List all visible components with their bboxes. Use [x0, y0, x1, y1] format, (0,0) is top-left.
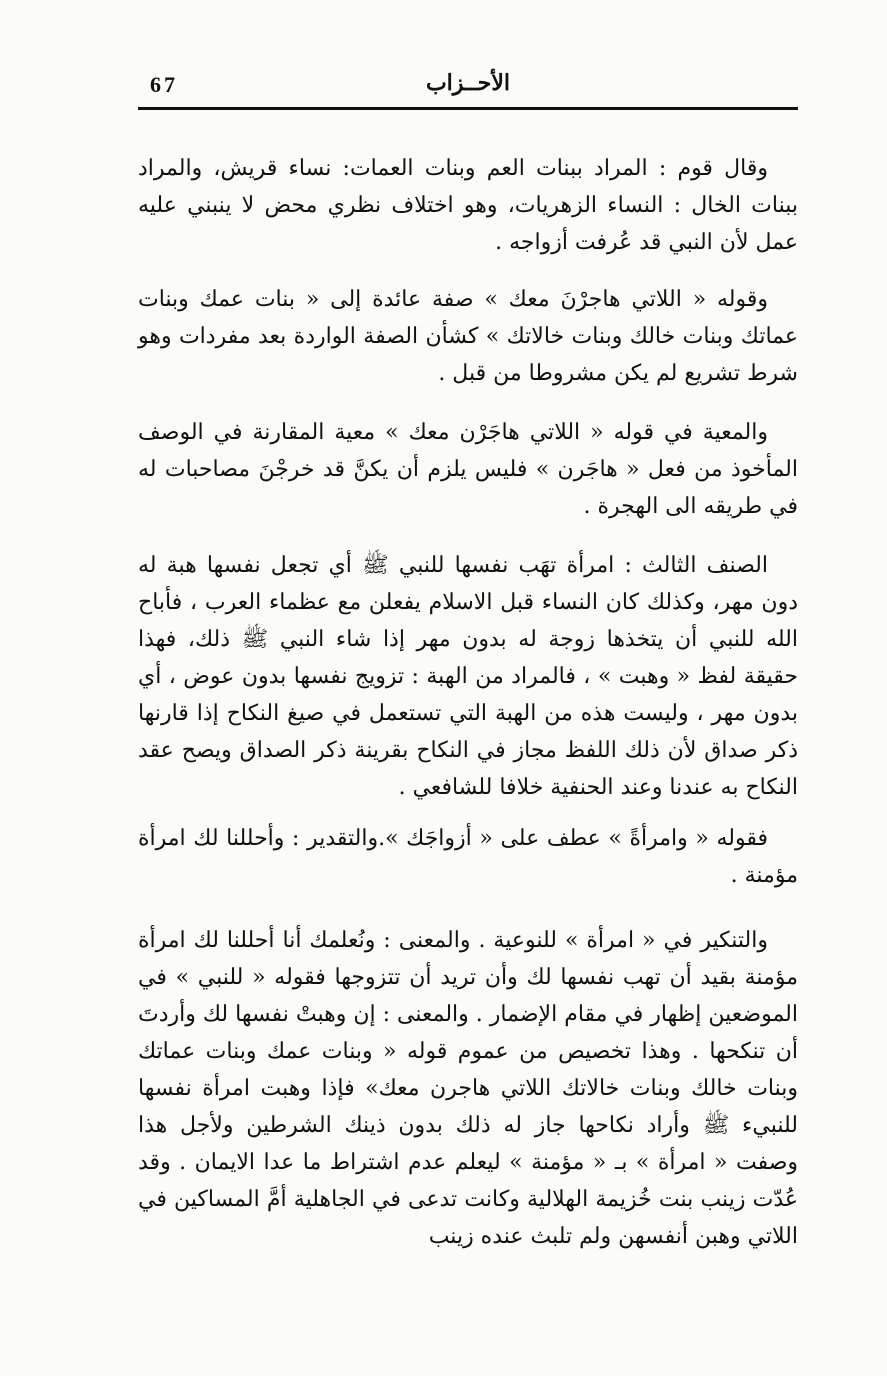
paragraph: والمعية في قوله « اللاتي هاجَرْن معك » معية المقارنة في الوصف المأخوذ من فعل « هاجَرن » فليس يلزم أن يكنَّ قد خرجْنَ مصاحبات له في طريقه الى الهجرة . — [138, 420, 798, 519]
paragraph: وقوله « اللاتي هاجرْنَ معك » صفة عائدة إلى « بنات عمك وبنات عماتك وبنات خالك وبنات خالاتك » كشأن الصفة الواردة بعد مفردات وهو شرط تشريع لم يكن مشروطا من قبل . — [138, 287, 798, 386]
paragraph: وقال قوم : المراد ببنات العم وبنات العمات: نساء قريش، والمراد ببنات الخال : النساء الزهريات، وهو اختلاف نظري محض لا ينبني عليه عمل لأن النبي قد عُرفت أزواجه . — [138, 156, 798, 255]
page-body — [138, 150, 798, 1255]
paragraph: الصنف الثالث : امرأة تهَب نفسها للنبي ﷺ أي تجعل نفسها هبة له دون مهر، وكذلك كان النساء قبل الاسلام يفعلن مع عظماء العرب ، فأباح الله للنبي أن يتخذها زوجة له بدون مهر إذا شاء النبي ﷺ ذلك، فهذا حقيقة لفظ « وهبت » ، فالمراد من الهبة : تزويج نفسها بدون عوض ، أي بدون مهر ، وليست هذه من الهبة التي تستعمل في صيغ النكاح إذا قارنها ذكر صداق لأن ذلك اللفظ مجاز في النكاح بقرينة ذكر الصداق ويصح عقد النكاح به عندنا وعند الحنفية خلافا للشافعي . — [138, 553, 798, 800]
paragraph: والتنكير في « امرأة » للنوعية . والمعنى : ونُعلمك أنا أحللنا لك امرأة مؤمنة بقيد أن تهب نفسها لك وأن تريد أن تتزوجها فقوله « للنبي » في الموضعين إظهار في مقام الإضمار . والمعنى : إن وهبتْ نفسها لك وأردتَ أن تنكحها . وهذا تخصيص من عموم قوله « وبنات عمك وبنات عماتك وبنات خالك وبنات خالاتك اللاتي هاجرن معك» فإذا وهبت امرأة نفسها للنبيء ﷺ وأراد نكاحها جاز له ذلك بدون ذينك الشرطين ولأجل هذا وصفت « امرأة » بـ « مؤمنة » ليعلم عدم اشتراط ما عدا الايمان . وقد عُدّت زينب بنت خُزيمة الهلالية وكانت تدعى في الجاهلية أمَّ المساكين في اللاتي وهبن أنفسهن ولم تلبث عنده زينب — [138, 928, 798, 1249]
page-number: 67 — [150, 72, 178, 97]
running-title: الأحــزاب — [425, 70, 511, 96]
header-rule — [138, 107, 798, 110]
paragraph: فقوله « وامرأةً » عطف على « أزواجَك ».والتقدير : وأحللنا لك امرأة مؤمنة . — [138, 826, 798, 888]
page-header — [138, 70, 798, 106]
